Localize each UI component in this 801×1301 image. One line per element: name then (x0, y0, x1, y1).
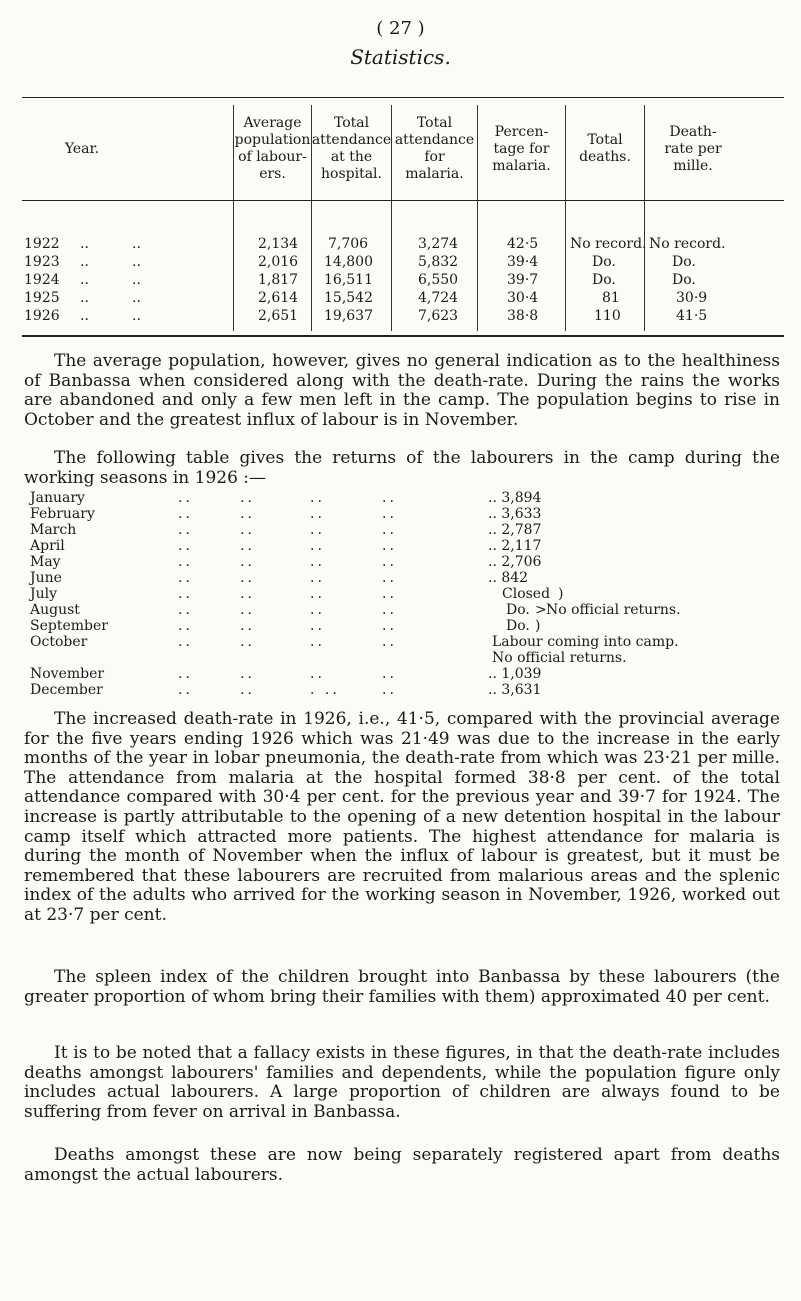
paragraph-3: The increased death-rate in 1926, i.e., 41·5, compared with the provincial average for the five years ending 1926 which was 21·49 was due to the increase in the early months of the year in lobar pneumonia, the death-rate from which was 23·21 per mille. The attendance from malaria at the hospital formed 38·8 per cent. of the total attendance compared with 30·4 per cent. for the previous year and 39·7 for 1924. The increase is partly attributable to the opening of a new detention hospital in the labour camp itself which attracted more patients. The highest attendance for malaria is during the month of November when the influx of labour is greatest, but it must be remembered that these labourers are recruited from malarious areas and the splenic index of the adults who arrived for the working season in November, 1926, worked out at 23·7 per cent. (24, 709, 780, 925)
year-cell: 1923 (24, 254, 60, 270)
malaria-cell: 7,623 (418, 308, 459, 324)
header-population: Average population of labour- ers. (234, 115, 311, 182)
page-number: ( 27 ) (376, 18, 425, 39)
statistics-table (22, 97, 784, 341)
malaria-cell: 6,550 (418, 272, 459, 288)
paragraph-5: It is to be noted that a fallacy exists in these figures, in that the death-rate includes deaths amongst labourers' families and dependents, while the population figure only includes actual labourers. A large proportion of children are always found to be suffering from fever on arrival in Banbassa. (24, 1043, 780, 1122)
paragraph-6: Deaths amongst these are now being separately registered apart from deaths amongst the actual labourers. (24, 1145, 780, 1185)
list-item: June .. .. .. .. .. 842 (30, 570, 529, 586)
paragraph-1: The average population, however, gives no general indication as to the healthiness of Banbassa when considered along with the death-rate. During the rains the works are abandoned and only a few men left in the camp. The population begins to rise in October and the greatest influx of labour is in November. (24, 351, 780, 430)
table-row: 1926 .. .. 2,651 19,637 7,623 38·8 110 41·5 (24, 308, 708, 324)
malaria-cell: 5,832 (418, 254, 459, 270)
table-row: 1924 .. .. 1,817 16,511 6,550 39·7 Do. Do. (24, 272, 696, 288)
table-row: 1925 .. .. 2,614 15,542 4,724 30·4 81 30·9 (24, 290, 708, 306)
header-year: Year. (64, 140, 100, 157)
list-item (30, 650, 790, 666)
no-official-returns-note: No official returns. (546, 602, 681, 618)
percentage-cell: 39·7 (507, 272, 539, 288)
deaths-cell: 110 (594, 308, 621, 324)
population-cell: 2,134 (258, 236, 299, 252)
percentage-cell: 30·4 (507, 290, 539, 306)
list-item: April .. .. .. .. .. 2,117 (30, 538, 542, 554)
list-item: January .. .. .. .. .. 3,894 (30, 490, 542, 506)
year-cell: 1926 (24, 308, 60, 324)
rate-cell: Do. (672, 272, 696, 288)
population-cell: 2,651 (258, 308, 299, 324)
year-cell: 1924 (24, 272, 60, 288)
deaths-cell: Do. (592, 254, 616, 270)
list-item: March .. .. .. .. .. 2,787 (30, 522, 542, 538)
percentage-cell: 38·8 (507, 308, 539, 324)
table-row: 1922 .. .. 2,134 7,706 3,274 42·5 No record. No record. (24, 236, 726, 252)
deaths-cell: 81 (602, 290, 620, 306)
malaria-cell: 3,274 (418, 236, 459, 252)
header-deaths: Total deaths. (579, 132, 631, 165)
hospital-cell: 14,800 (324, 254, 373, 270)
header-percentage: Percen- tage for malaria. (492, 123, 551, 174)
header-death-rate: Death- rate per mille. (664, 123, 722, 174)
list-item: December .. .. . .. .. .. 3,631 (30, 682, 542, 698)
rate-cell: No record. (649, 236, 726, 252)
paragraph-2: The following table gives the returns of the labourers in the camp during the working seasons in 1926 :— (24, 448, 780, 488)
header-malaria: Total attendance for malaria. (394, 115, 475, 182)
list-item: May .. .. .. .. .. 2,706 (30, 554, 542, 570)
page-title: Statistics. (350, 45, 451, 69)
list-item: February .. .. .. .. .. 3,633 (30, 506, 542, 522)
percentage-cell: 39·4 (507, 254, 539, 270)
hospital-cell: 7,706 (328, 236, 369, 252)
list-item: August .. .. .. .. Do. > No official returns. (30, 602, 681, 618)
year-cell: 1925 (24, 290, 60, 306)
population-cell: 1,817 (258, 272, 299, 288)
list-item: July .. .. .. .. Closed ) (30, 586, 564, 602)
header-hospital: Total attendance at the hospital. (311, 115, 392, 182)
paragraph-4: The spleen index of the children brought into Banbassa by these labourers (the greater proportion of whom bring their families with them) approximated 40 per cent. (24, 967, 780, 1007)
rate-cell: 41·5 (676, 308, 708, 324)
percentage-cell: 42·5 (507, 236, 539, 252)
year-cell: 1922 (24, 236, 60, 252)
population-cell: 2,016 (258, 254, 299, 270)
list-item: October .. .. .. .. Labour coming into camp. (30, 634, 679, 650)
population-cell: 2,614 (258, 290, 299, 306)
rate-cell: Do. (672, 254, 696, 270)
table-row: 1923 .. .. 2,016 14,800 5,832 39·4 Do. Do. (24, 254, 696, 270)
deaths-cell: Do. (592, 272, 616, 288)
hospital-cell: 16,511 (324, 272, 373, 288)
hospital-cell: 19,637 (324, 308, 373, 324)
list-item: November .. .. .. .. .. 1,039 (30, 666, 542, 682)
no-official-returns-note-2: No official returns. (492, 650, 627, 666)
malaria-cell: 4,724 (418, 290, 459, 306)
rate-cell: 30·9 (676, 290, 708, 306)
hospital-cell: 15,542 (324, 290, 373, 306)
list-item: September .. .. .. .. Do. ) (30, 618, 541, 634)
deaths-cell: No record. (570, 236, 647, 252)
